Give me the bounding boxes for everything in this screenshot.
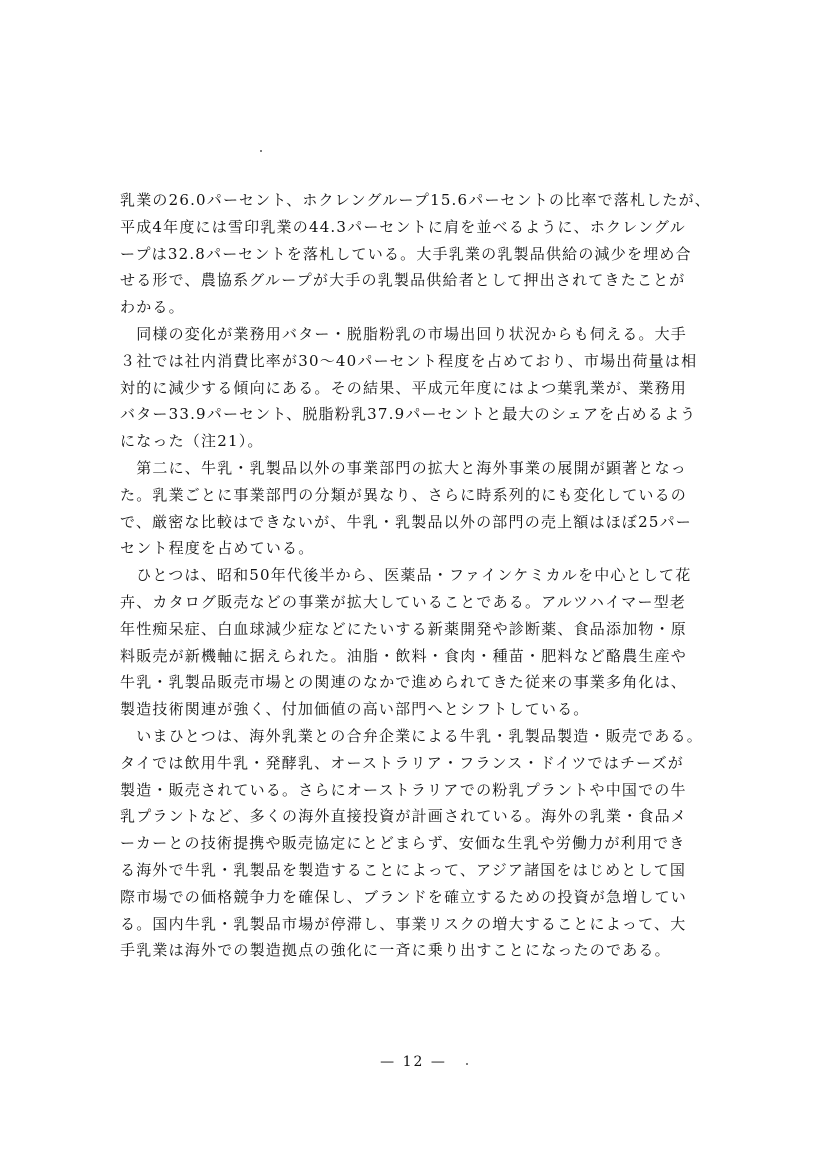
text-line: 製造技術関連が強く、付加価値の高い部門へとシフトしている。 bbox=[120, 700, 590, 719]
text-line: いまひとつは、海外乳業との合弁企業による牛乳・乳製品製造・販売である。 bbox=[120, 726, 703, 745]
text-line: 同様の変化が業務用バター・脱脂粉乳の市場出回り状況からも伺える。大手 bbox=[120, 324, 688, 343]
text-line: 乳業の26.0パーセント、ホクレングループ15.6パーセントの比率で落札したが、 bbox=[120, 191, 711, 209]
text-line: ひとつは、昭和50年代後半から、医薬品・ファインケミカルを中心として花 bbox=[120, 566, 692, 585]
text-line: 第二に、牛乳・乳製品以外の事業部門の拡大と海外事業の展開が顕著となっ bbox=[120, 458, 688, 477]
body-text bbox=[120, 187, 720, 964]
text-line: バター33.9パーセント、脱脂粉乳37.9パーセントと最大のシェアを占めるよう bbox=[120, 405, 697, 424]
text-line: ーカーとの技術提携や販売協定にとどまらず、安価な生乳や労働力が利用でき bbox=[120, 834, 686, 853]
text-line: で、厳密な比較はできないが、牛乳・乳製品以外の部門の売上額はほぼ25パー bbox=[120, 512, 692, 531]
text-line: になった（注21）。 bbox=[120, 432, 264, 451]
text-line: 対的に減少する傾向にある。その結果、平成元年度にはよつ葉乳業が、業務用 bbox=[120, 378, 688, 397]
text-line: 手乳業は海外での製造拠点の強化に一斉に乗り出すことになったのである。 bbox=[120, 941, 671, 960]
text-line: 卉、カタログ販売などの事業が拡大していることである。アルツハイマー型老 bbox=[120, 592, 687, 611]
text-line: 平成4年度には雪印乳業の44.3パーセントに肩を並べるように、ホクレングル bbox=[120, 217, 686, 236]
text-line: 際市場での価格競争力を確保し、ブランドを確立するための投資が急増してい bbox=[120, 887, 688, 906]
scan-speck bbox=[260, 150, 262, 152]
text-line: 料販売が新機軸に据えられた。油脂・飲料・食肉・種苗・肥料など酪農生産や bbox=[120, 646, 688, 665]
text-line: 年性痴呆症、白血球減少症などにたいする新薬開発や診断薬、食品添加物・原 bbox=[120, 619, 688, 638]
text-line: る海外で牛乳・乳製品を製造することによって、アジア諸国をはじめとして国 bbox=[120, 860, 687, 879]
text-line: 製造・販売されている。さらにオーストラリアでの粉乳プラントや中国での牛 bbox=[120, 780, 687, 799]
text-line: る。国内牛乳・乳製品市場が停滞し、事業リスクの増大することによって、大 bbox=[120, 914, 687, 933]
page-number: — 12 — bbox=[380, 1054, 447, 1070]
text-line: セント程度を占めている。 bbox=[120, 539, 315, 558]
text-line: 乳プラントなど、多くの海外直接投資が計画されている。海外の乳業・食品メ bbox=[120, 807, 688, 826]
text-line: タイでは飲用牛乳・発酵乳、オーストラリア・フランス・ドイツではチーズが bbox=[120, 753, 685, 772]
text-line: 牛乳・乳製品販売市場との関連のなかで進められてきた従来の事業多角化は、 bbox=[120, 673, 688, 692]
text-line: た。乳業ごとに事業部門の分類が異なり、さらに時系列的にも変化しているの bbox=[120, 485, 688, 504]
text-line: ３社では社内消費比率が30～40パーセント程度を占めており、市場出荷量は相 bbox=[120, 351, 698, 370]
text-line: せる形で、農協系グループが大手の乳製品供給者として押出されてきたことが bbox=[120, 271, 686, 290]
text-line: ープは32.8パーセントを落札している。大手乳業の乳製品供給の減少を埋め合 bbox=[120, 244, 692, 263]
text-line: わかる。 bbox=[120, 298, 185, 317]
